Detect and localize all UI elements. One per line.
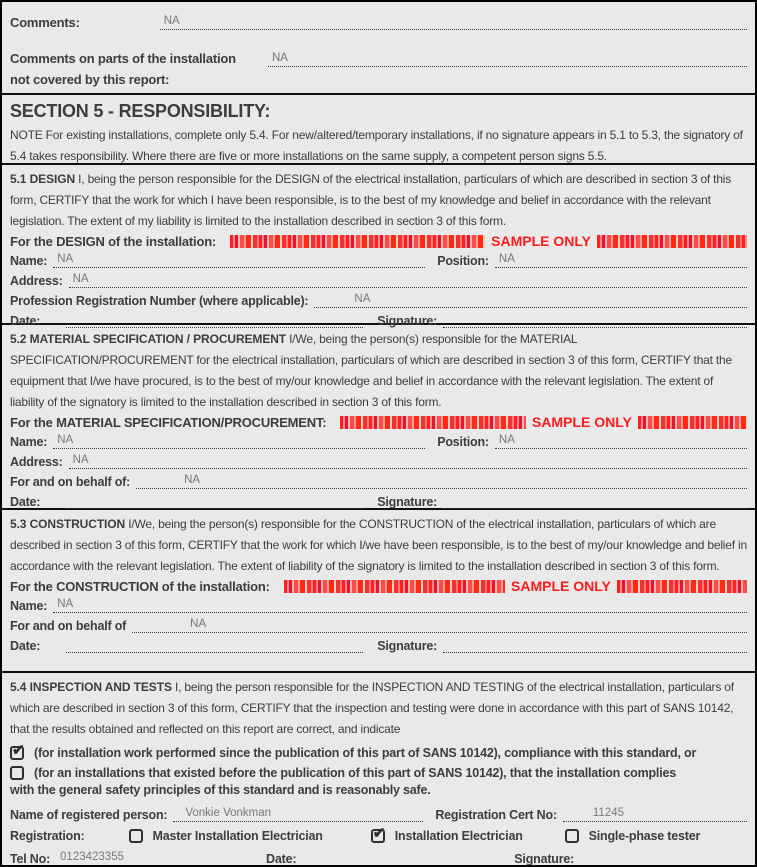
s51-paragraph: 5.1 DESIGN I, being the person responsible for the DESIGN of the electrical installation, particulars of which are described in section 3 of this form, CERTIFY that the work for which I have been responsible, is to the best of my knowledge and belief in accordance with the relevant legislation. The extent of my liability is limited to the installation described in section 3 of this form. <box>10 172 732 228</box>
tel-no-value: 0123423355 <box>60 851 124 863</box>
s51-profession-label: Profession Registration Number (where applicable): <box>10 294 309 308</box>
s52-date-field[interactable] <box>66 508 363 509</box>
master-electrician-label: Master Installation Electrician <box>152 829 323 843</box>
s53-behalf-row <box>10 616 747 636</box>
section-5-4-inspection <box>2 671 755 865</box>
section5-header <box>2 93 755 163</box>
comments-parts-field[interactable] <box>268 48 747 67</box>
master-electrician-checkbox[interactable] <box>129 829 143 843</box>
installation-electrician-label: Installation Electrician <box>394 829 523 843</box>
s51-signature-field[interactable] <box>443 327 747 328</box>
s51-profession-row <box>10 291 747 311</box>
s54-date-label: Date: <box>266 852 297 866</box>
registered-person-label: Name of registered person: <box>10 808 168 822</box>
s53-name-value: NA <box>57 598 74 610</box>
s53-signature-field[interactable] <box>443 652 747 653</box>
option1-label: (for installation work performed since the publication of this part of SANS 10142), compliance with this standard, or <box>34 746 697 760</box>
s54-signature-field[interactable] <box>580 865 747 866</box>
s51-address-field[interactable] <box>69 269 747 288</box>
option2-label: (for an installations that existed before the publication of this part of SANS 10142), that the installation complies <box>34 766 676 780</box>
registration-label: Registration: <box>10 829 85 843</box>
registration-type-row <box>10 825 747 847</box>
s52-position-label: Position: <box>437 435 489 449</box>
s53-sample-stamp <box>284 578 747 594</box>
s53-date-label: Date: <box>10 639 41 653</box>
registered-person-field[interactable] <box>173 803 423 822</box>
s53-date-field[interactable] <box>66 652 363 653</box>
section-5-2-material <box>2 323 755 508</box>
s52-name-value: NA <box>57 434 74 446</box>
s52-signature-label: Signature: <box>377 495 438 509</box>
cert-no-value: 11245 <box>592 807 624 819</box>
s52-position-field[interactable] <box>495 430 747 449</box>
s52-sample-stamp <box>340 414 747 430</box>
section-5-3-construction <box>2 508 755 671</box>
comments-value: NA <box>163 15 180 27</box>
s53-name-field[interactable] <box>53 594 747 613</box>
single-phase-tester-checkbox[interactable] <box>565 829 579 843</box>
s51-signature-label: Signature: <box>377 314 438 328</box>
s51-address-label: Address: <box>10 274 63 288</box>
s52-behalf-value: NA <box>184 474 201 486</box>
s51-address-row <box>10 271 747 291</box>
s53-name-row <box>10 596 747 616</box>
s54-paragraph: 5.4 INSPECTION AND TESTS I, being the person responsible for the INSPECTION AND TESTING of the electrical installation, particulars of which are described in section 3 of this form, CERTIFY that the inspection and testing were done in accordance with this part of SANS 10142, that the results obtained and reflected on this report are correct, and indicate <box>10 680 734 736</box>
s52-name-label: Name: <box>10 435 48 449</box>
s52-address-field[interactable] <box>69 450 747 469</box>
s52-date-label: Date: <box>10 495 41 509</box>
s52-address-row <box>10 452 747 472</box>
s52-name-field[interactable] <box>53 430 425 449</box>
barcode-left-icon <box>284 580 505 593</box>
s51-profession-field[interactable] <box>314 289 747 308</box>
sample-only-text: SAMPLE ONLY <box>511 578 611 594</box>
tel-no-label: Tel No: <box>10 852 51 866</box>
comments-label: Comments: <box>10 15 80 30</box>
cert-no-field[interactable] <box>563 803 747 822</box>
barcode-left-icon <box>340 416 526 429</box>
barcode-left-icon <box>230 235 485 248</box>
s54-option1-row <box>10 743 747 763</box>
comments-parts-value: NA <box>272 52 288 64</box>
s52-address-label: Address: <box>10 455 63 469</box>
check-icon: ✔ <box>372 825 386 842</box>
s51-name-label: Name: <box>10 254 48 268</box>
option2-label-continued: with the general safety principles of this standard and is reasonably safe. <box>10 783 431 797</box>
s51-name-row <box>10 251 747 271</box>
comments-row <box>10 10 747 30</box>
single-phase-tester-label: Single-phase tester <box>588 829 701 843</box>
s54-date-field[interactable] <box>316 865 498 866</box>
comments-field[interactable] <box>160 11 747 30</box>
s52-for-label: For the MATERIAL SPECIFICATION/PROCUREMENT: <box>10 415 327 430</box>
s52-position-value: NA <box>498 434 515 446</box>
s51-position-label: Position: <box>437 254 489 268</box>
s54-option2-row <box>10 763 747 783</box>
comments-section <box>2 2 755 93</box>
s53-signature-label: Signature: <box>377 639 438 653</box>
s51-position-field[interactable] <box>495 249 747 268</box>
s52-name-row <box>10 432 747 452</box>
s52-behalf-row <box>10 472 747 492</box>
check-icon: ✔ <box>12 742 25 759</box>
barcode-right-icon <box>617 580 747 593</box>
s51-name-value: NA <box>57 253 74 265</box>
s52-paragraph: 5.2 MATERIAL SPECIFICATION / PROCUREMENT I/We, being the person(s) responsible for the MATERIAL SPECIFICATION/PROCUREMENT for the electrical installation, particulars of which are described in section 3 of this form, CERTIFY that the equipment that I/we have procured, is to the best of my/our knowledge and belief in accordance with the relevant legislation. The extent of liability of the signatory is limited to the installation described in section 3 of this form. <box>10 332 732 409</box>
s51-address-value: NA <box>72 273 89 285</box>
sample-only-text: SAMPLE ONLY <box>491 233 591 249</box>
s53-name-label: Name: <box>10 599 48 613</box>
s53-behalf-field[interactable] <box>132 614 747 633</box>
s51-for-label: For the DESIGN of the installation: <box>10 234 217 249</box>
comments-parts-row <box>10 48 747 90</box>
s51-sample-stamp <box>230 233 747 249</box>
s53-behalf-value: NA <box>190 618 207 630</box>
section5-title: SECTION 5 - RESPONSIBILITY: <box>10 101 271 121</box>
registered-person-row <box>10 803 747 825</box>
s51-name-field[interactable] <box>53 249 425 268</box>
installation-electrician-checkbox[interactable] <box>371 825 386 843</box>
s51-date-label: Date: <box>10 314 41 328</box>
option2-checkbox[interactable] <box>10 766 24 780</box>
tel-date-signature-row <box>10 847 747 867</box>
comments-parts-label: Comments on parts of the installation not covered by this report: <box>10 51 236 87</box>
s51-position-value: NA <box>498 253 515 265</box>
section5-note: NOTE For existing installations, complete only 5.4. For new/altered/temporary installations, if no signature appears in 5.1 to 5.3, the signatory of 5.4 takes responsibility. Where there are five or more installations on the same supply, a competent person signs 5.5. <box>10 128 743 163</box>
s52-address-value: NA <box>72 454 89 466</box>
barcode-right-icon <box>597 235 747 248</box>
cert-no-label: Registration Cert No: <box>435 808 557 822</box>
section-5-1-design <box>2 163 755 328</box>
s52-behalf-label: For and on behalf of: <box>10 475 131 489</box>
s51-date-field[interactable] <box>66 327 363 328</box>
option1-checkbox[interactable] <box>10 742 25 760</box>
sample-only-text: SAMPLE ONLY <box>531 414 632 430</box>
s53-for-label: For the CONSTRUCTION of the installation: <box>10 579 270 594</box>
s53-date-signature-row <box>10 636 747 656</box>
tel-no-field[interactable] <box>56 847 244 866</box>
barcode-right-icon <box>638 416 747 429</box>
s52-behalf-field[interactable] <box>136 470 747 489</box>
s52-signature-field[interactable] <box>443 508 747 509</box>
registered-person-value: Vonkie Vonkman <box>185 807 272 819</box>
s54-signature-label: Signature: <box>514 852 575 866</box>
s53-behalf-label: For and on behalf of <box>10 619 127 633</box>
s53-paragraph: 5.3 CONSTRUCTION I/We, being the person(s) responsible for the CONSTRUCTION of the electrical installation, particulars of which are described in section 3 of this form, CERTIFY that the work for which I/we have been responsible, is to the best of my/our knowledge and belief in accordance with the relevant legislation. The extent of liability of the signatory is limited to the installation described in section 3 of this form. <box>10 517 747 573</box>
s51-profession-value: NA <box>354 293 371 305</box>
